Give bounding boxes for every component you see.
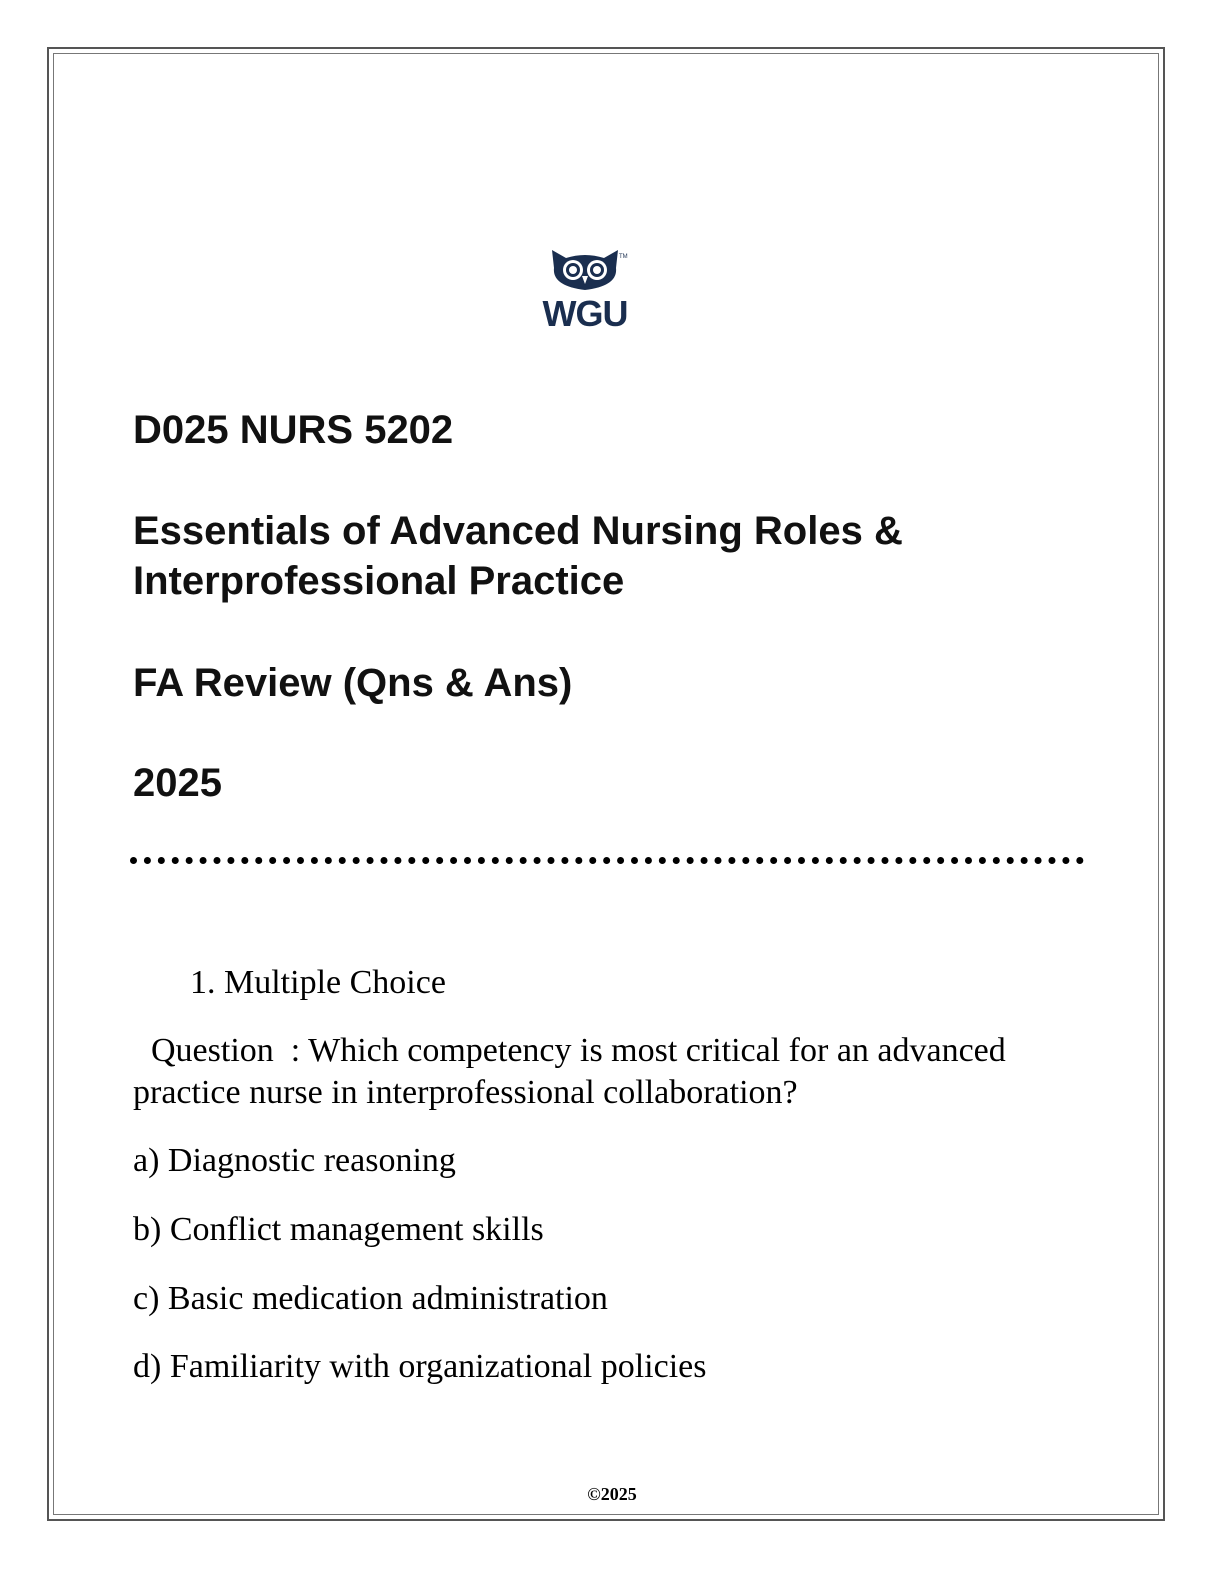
logo-wordmark: WGU xyxy=(542,293,628,334)
option-b: b) Conflict management skills xyxy=(133,1211,544,1248)
review-title: FA Review (Qns & Ans) xyxy=(133,661,573,705)
owl-icon xyxy=(530,246,640,292)
dotted-divider xyxy=(130,857,1084,864)
question-body: : Which competency is most critical for an advanced practice nurse in interprofessional collaboration? xyxy=(133,1032,1006,1111)
question-label: Question xyxy=(151,1032,274,1069)
copyright-footer: ©2025 xyxy=(587,1484,637,1504)
option-c: c) Basic medication administration xyxy=(133,1280,608,1317)
document-year: 2025 xyxy=(133,761,222,805)
course-code: D025 NURS 5202 xyxy=(133,408,454,452)
option-a: a) Diagnostic reasoning xyxy=(133,1142,456,1179)
wgu-logo xyxy=(530,246,640,336)
option-d: d) Familiarity with organizational policies xyxy=(133,1348,707,1385)
question-type: 1. Multiple Choice xyxy=(190,964,446,1001)
course-title: Essentials of Advanced Nursing Roles & Interprofessional Practice xyxy=(133,509,903,603)
svg-text:TM: TM xyxy=(619,254,628,260)
question-text xyxy=(133,1030,1073,1114)
